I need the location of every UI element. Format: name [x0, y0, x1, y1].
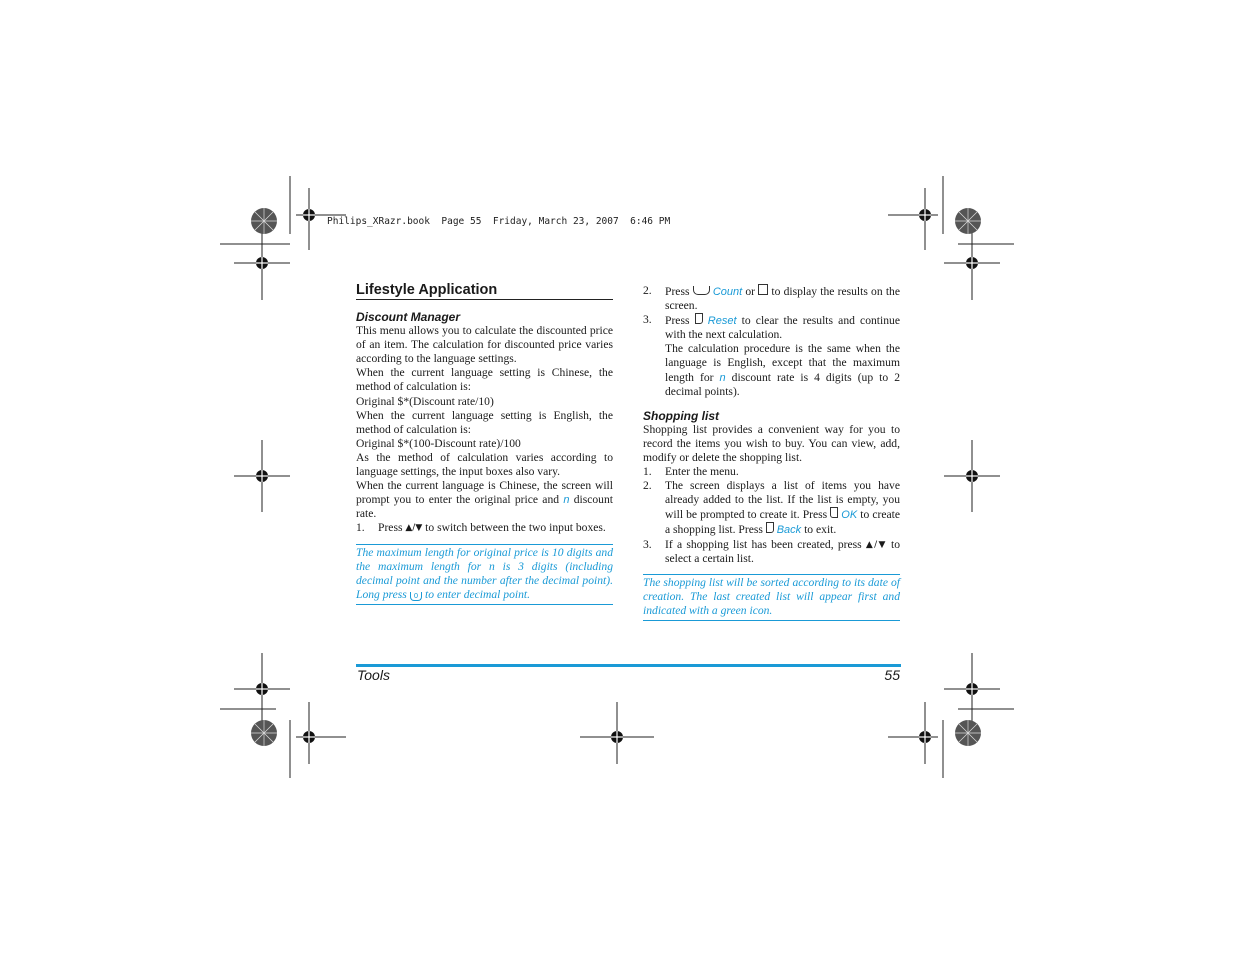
- footer-rule: [356, 664, 901, 667]
- paragraph: Shopping list provides a convenient way for you to record the items you wish to buy. You can view, add, modify or delete the shopping list.: [643, 422, 900, 464]
- section-title: Lifestyle Application: [356, 280, 613, 300]
- list-item: 2. Press Count or to display the results on the screen.: [643, 284, 900, 313]
- paragraph: When the current language setting is English, the method of calculation is:: [356, 408, 613, 436]
- keyword: n: [719, 371, 726, 384]
- paragraph: As the method of calculation varies according to language settings, the input boxes also vary.: [356, 450, 613, 479]
- note-box: The shopping list will be sorted according to its date of creation. The last created list will appear first and indicated with a green icon.: [643, 574, 900, 621]
- keyword: Back: [776, 524, 802, 537]
- page-number: 55: [884, 667, 900, 683]
- step-list: [356, 521, 613, 535]
- formula: Original $*(Discount rate/10): [356, 394, 494, 408]
- keyword: OK: [841, 509, 858, 522]
- navigation-key-icon: ▲/▼: [865, 539, 887, 550]
- paragraph: The calculation procedure is the same when the language is English, except that the maximum length for n discount rate is 4 digits (up to 2 decimal points).: [665, 342, 900, 398]
- paragraph: When the current language setting is Chinese, the method of calculation is:: [356, 366, 613, 394]
- step-list: [643, 465, 900, 566]
- list-item: 1. Enter the menu.: [643, 465, 739, 479]
- right-softkey-icon: [695, 313, 703, 324]
- navigation-key-icon: ▲/▼: [405, 523, 423, 534]
- formula: Original $*(100-Discount rate)/100: [356, 436, 521, 450]
- keyword: n: [563, 494, 570, 507]
- left-softkey-icon: [830, 507, 838, 518]
- left-column: [356, 280, 613, 605]
- right-column: [643, 284, 900, 621]
- discount-manager-heading: Discount Manager: [356, 310, 461, 325]
- step-list: [643, 284, 900, 342]
- zero-key-icon: 0: [410, 592, 422, 601]
- keyword: Count: [712, 286, 743, 298]
- shopping-list-heading: Shopping list: [643, 408, 719, 423]
- paragraph: When the current language is Chinese, the screen will prompt you to enter the original price and n discount rate.: [356, 479, 613, 521]
- list-item: 2. The screen displays a list of items you have already added to the list. If the list is empty, you will be prompted to create it. Press OK to create a shopping list. Press Back to exit.: [643, 479, 900, 537]
- ok-key-icon: [758, 284, 768, 295]
- list-item: 1. Press ▲/▼ to switch between the two input boxes.: [356, 521, 606, 535]
- print-header: Philips_XRazr.book Page 55 Friday, March 23, 2007 6:46 PM: [327, 216, 671, 227]
- footer-section: Tools: [357, 667, 390, 683]
- list-item: 3. Press Reset to clear the results and continue with the next calculation.: [643, 313, 900, 342]
- right-softkey-icon: [766, 522, 774, 533]
- note-box: The maximum length for original price is 10 digits and the maximum length for n is 3 digits (including decimal point and the number after the decimal point). Long press 0 to enter decimal point.: [356, 544, 613, 605]
- paragraph: This menu allows you to calculate the discounted price of an item. The calculation for discounted price varies according to the language settings.: [356, 324, 613, 366]
- list-item: 3. If a shopping list has been created, press ▲/▼ to select a certain list.: [643, 537, 900, 565]
- keyword: Reset: [707, 315, 737, 328]
- left-softkey-icon: [693, 286, 710, 295]
